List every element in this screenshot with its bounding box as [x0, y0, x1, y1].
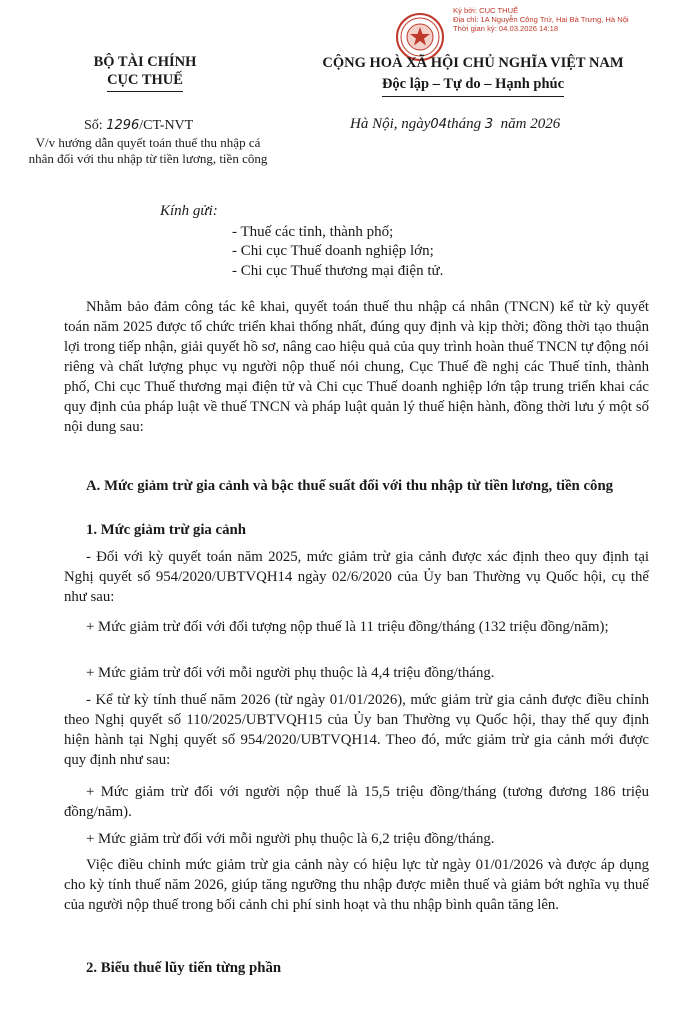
recipient-item: - Thuế các tỉnh, thành phố;	[232, 224, 394, 240]
recipient-item: - Chi cục Thuế thương mại điện tử.	[232, 263, 444, 279]
section-1-heading: 1. Mức giảm trừ gia cảnh	[86, 522, 246, 538]
nation-name: CỘNG HOÀ XÃ HỘI CHỦ NGHĨA VIỆT NAM	[322, 55, 624, 71]
paragraph: + Mức giảm trừ đối với mỗi người phụ thuộc là 6,2 triệu đồng/tháng.	[86, 831, 495, 847]
signature-address: Địa chỉ: 1A Nguyễn Công Trứ, Hai Bà Trưng, Hà Nội	[453, 15, 629, 24]
recipient-item: - Chi cục Thuế doanh nghiệp lớn;	[232, 243, 434, 259]
date-day: 04	[430, 117, 447, 132]
issuer-block	[66, 53, 224, 92]
document-number-handwritten: 1296	[106, 118, 140, 133]
paragraph: - Kể từ kỳ tính thuế năm 2026 (từ ngày 01/01/2026), mức giảm trừ gia cảnh được điều chỉnh theo Nghị quyết số 110/2025/UBTVQH15 của Ủy ban Thường vụ Quốc hội, thay thế quy định hiện hành tại Nghị quyết số 954/2020/UBTVQH14. Theo đó, mức giảm trừ gia cảnh mới được quy định như sau:	[64, 692, 649, 768]
document-number: Số: 1296/CT-NVT	[84, 118, 194, 133]
digital-signature-info	[453, 6, 629, 33]
paragraph: - Đối với kỳ quyết toán năm 2025, mức giảm trừ gia cảnh được xác định theo quy định tại Nghị quyết số 954/2020/UBTVQH14 ngày 02/6/2020 của Ủy ban Thường vụ Quốc hội, cụ thể như sau:	[64, 549, 649, 605]
greeting-label: Kính gửi:	[160, 203, 218, 219]
date-month: 3	[484, 117, 494, 132]
intro-paragraph: Nhằm bảo đảm công tác kê khai, quyết toán thuế thu nhập cá nhân (TNCN) kể từ kỳ quyết toán năm 2025 được tổ chức triển khai thống nhất, đúng quy định và kịp thời; đồng thời tạo thuận lợi trong tiếp nhận, giải quyết hồ sơ, nâng cao hiệu quả của quy trình hoàn thuế TNCN tự động nói riêng và chất lượng phục vụ người nộp thuế nói chung, Cục Thuế đề nghị các Thuế tỉnh, thành phố, Chi cục Thuế thương mại điện tử và Chi cục Thuế doanh nghiệp lớn tập trung triển khai các quy định của pháp luật về thuế TNCN và pháp luật quản lý thuế hiện hành, đồng thời lưu ý một số nội dung sau:	[64, 299, 649, 435]
paragraph: + Mức giảm trừ đối với người nộp thuế là 15,5 triệu đồng/tháng (tương đương 186 triệu đồng/năm).	[64, 784, 649, 820]
date-line: Hà Nội, ngày04tháng 3 năm 2026	[350, 116, 561, 132]
paragraph: Việc điều chỉnh mức giảm trừ gia cảnh này có hiệu lực từ ngày 01/01/2026 và được áp dụng cho kỳ tính thuế năm 2026, giúp tăng ngưỡng thu nhập được miễn thuế và giảm bớt nghĩa vụ thuế của người nộp thuế trong bối cảnh chi phí sinh hoạt và thu nhập bình quân tăng lên.	[64, 857, 649, 913]
signature-signer: Ký bởi: CỤC THUẾ	[453, 6, 519, 15]
national-motto: Độc lập – Tự do – Hạnh phúc	[382, 74, 564, 97]
national-header	[282, 53, 664, 97]
section-2-heading: 2. Biểu thuế lũy tiến từng phần	[86, 960, 282, 976]
section-a-heading: A. Mức giảm trừ gia cảnh và bậc thuế suất đối với thu nhập từ tiền lương, tiền công	[86, 478, 614, 494]
paragraph: + Mức giảm trừ đối với mỗi người phụ thuộc là 4,4 triệu đồng/tháng.	[86, 665, 495, 681]
department-name: CỤC THUẾ	[107, 71, 183, 92]
document-subject: V/v hướng dẫn quyết toán thuế thu nhập cá nhân đối với thu nhập từ tiền lương, tiền công	[28, 135, 268, 166]
ministry-name: BỘ TÀI CHÍNH	[93, 54, 197, 70]
signature-time: Thời gian ký: 04.03.2026 14:18	[453, 24, 559, 33]
paragraph: + Mức giảm trừ đối với đối tượng nộp thuế là 11 triệu đồng/tháng (132 triệu đồng/năm);	[86, 619, 609, 635]
